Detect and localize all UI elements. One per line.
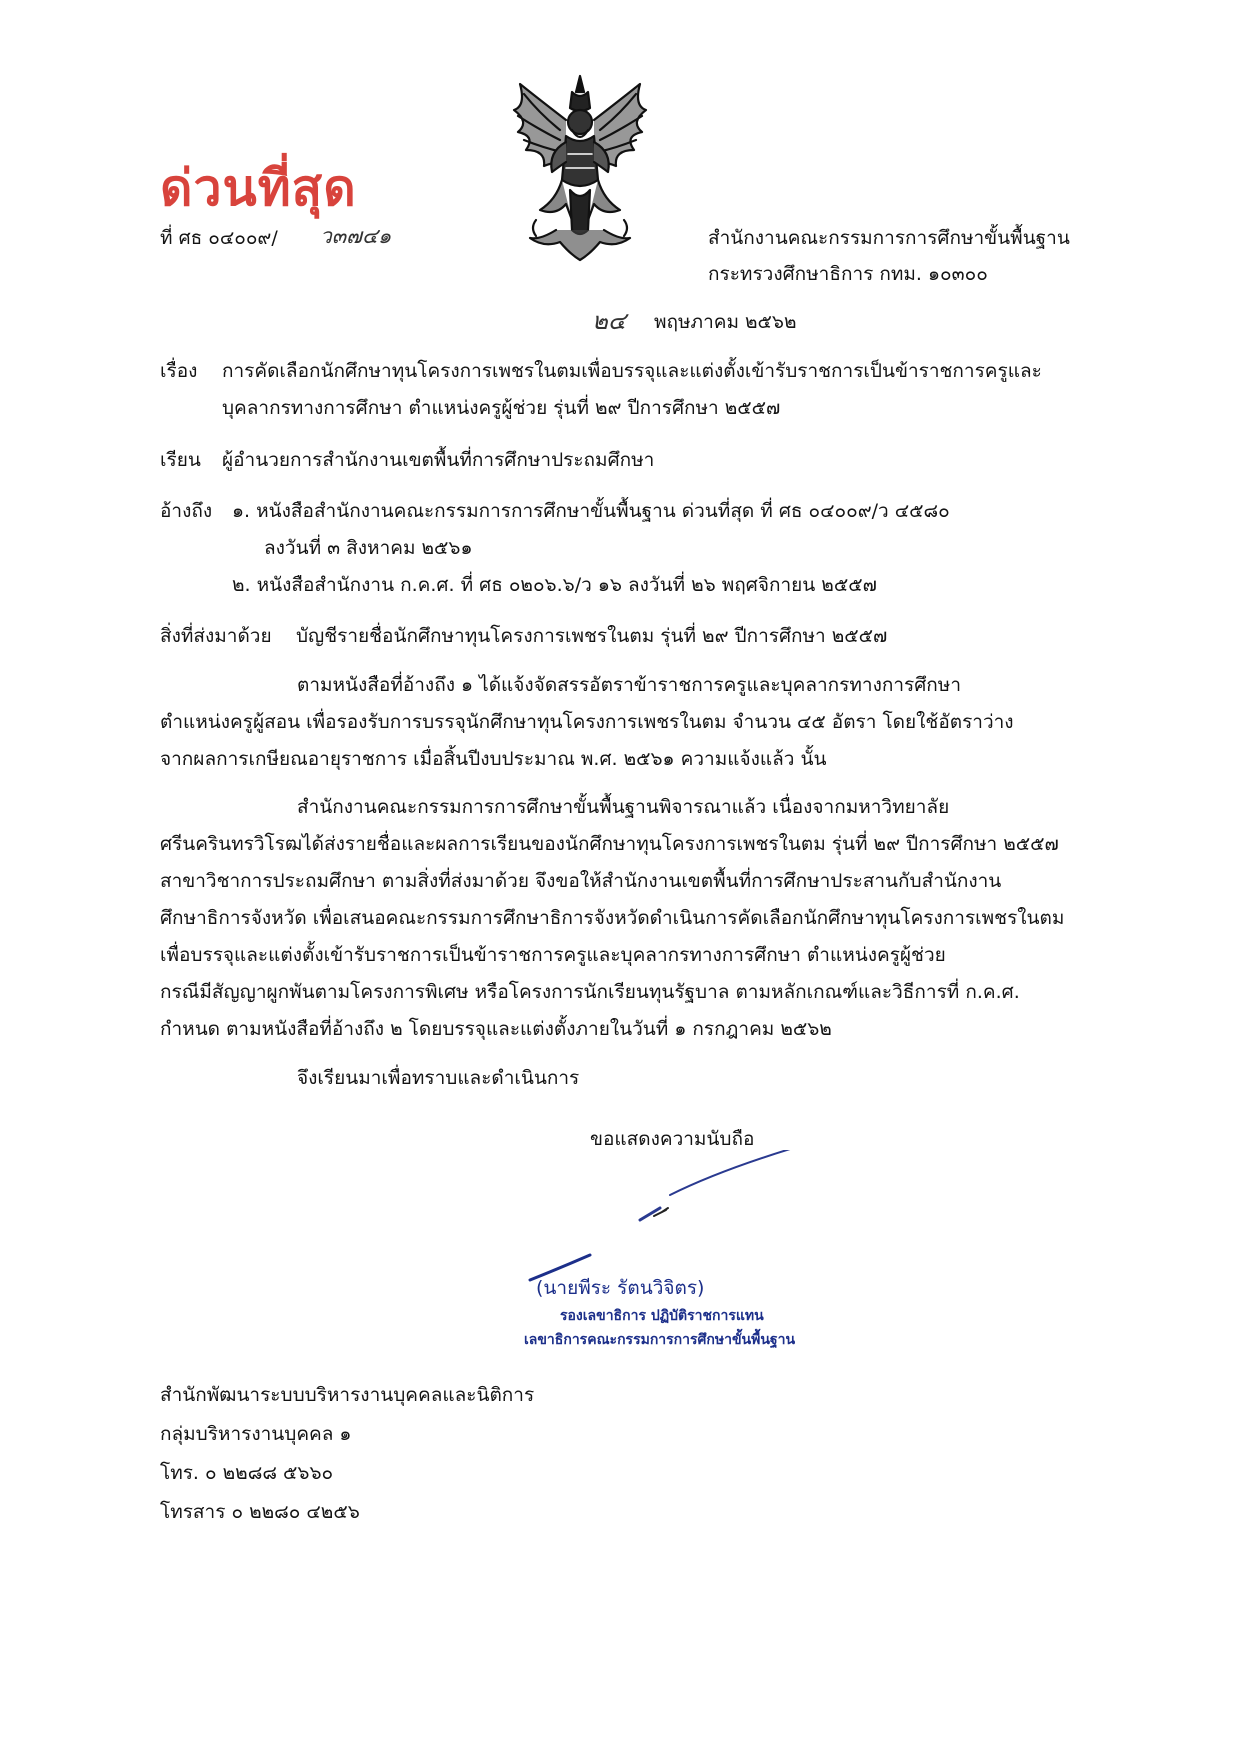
date-month-year: พฤษภาคม ๒๕๖๒ bbox=[654, 311, 797, 333]
enclosure-label: สิ่งที่ส่งมาด้วย bbox=[160, 625, 272, 647]
enclosure-text: บัญชีรายชื่อนักศึกษาทุนโครงการเพชรในตม รุ่นที่ ๒๙ ปีการศึกษา ๒๕๕๗ bbox=[296, 625, 888, 647]
complimentary-close: ขอแสดงความนับถือ bbox=[590, 1128, 755, 1150]
signatory-name: (นายพีระ รัตนวิจิตร) bbox=[536, 1277, 705, 1299]
body-p2-line-1: สำนักงานคณะกรรมการการศึกษาขั้นพื้นฐานพิจารณาแล้ว เนื่องจากมหาวิทยาลัย bbox=[297, 796, 950, 818]
reference-1-line-1: ๑. หนังสือสำนักงานคณะกรรมการการศึกษาขั้นพื้นฐาน ด่วนที่สุด ที่ ศธ ๐๔๐๐๙/ว ๔๕๘๐ bbox=[232, 500, 950, 522]
body-p2-line-7: กำหนด ตามหนังสือที่อ้างถึง ๒ โดยบรรจุและแต่งตั้งภายในวันที่ ๑ กรกฎาคม ๒๕๖๒ bbox=[160, 1018, 832, 1040]
body-p2-line-2: ศรีนครินทรวิโรฒได้ส่งรายชื่อและผลการเรียนของนักศึกษาทุนโครงการเพชรในตม รุ่นที่ ๒๙ ปีการศึกษา ๒๕๕๗ bbox=[160, 833, 1059, 855]
subject-label: เรื่อง bbox=[160, 360, 198, 382]
subject-line-2: บุคลากรทางการศึกษา ตำแหน่งครูผู้ช่วย รุ่นที่ ๒๙ ปีการศึกษา ๒๕๕๗ bbox=[222, 397, 781, 419]
office-address: กระทรวงศึกษาธิการ กทม. ๑๐๓๐๐ bbox=[708, 263, 988, 285]
addressee-label: เรียน bbox=[160, 449, 201, 471]
body-p1-line-3: จากผลการเกษียณอายุราชการ เมื่อสิ้นปีงบประมาณ พ.ศ. ๒๕๖๑ ความแจ้งแล้ว นั้น bbox=[160, 748, 827, 770]
body-p2-line-6: กรณีมีสัญญาผูกพันตามโครงการพิเศษ หรือโครงการนักเรียนทุนรัฐบาล ตามหลักเกณฑ์และวิธีการที่ ก.ค.ศ. bbox=[160, 981, 1020, 1003]
subject-line-1: การคัดเลือกนักศึกษาทุนโครงการเพชรในตมเพื่อบรรจุและแต่งตั้งเข้ารับราชการเป็นข้าราชการครูและ bbox=[222, 360, 1042, 382]
footer-department: สำนักพัฒนาระบบบริหารงานบุคคลและนิติการ bbox=[160, 1384, 535, 1406]
closing-request: จึงเรียนมาเพื่อทราบและดำเนินการ bbox=[297, 1067, 580, 1089]
body-p1-line-2: ตำแหน่งครูผู้สอน เพื่อรองรับการบรรจุนักศึกษาทุนโครงการเพชรในตม จำนวน ๔๕ อัตรา โดยใช้อัตราว่าง bbox=[160, 711, 1014, 733]
references-label: อ้างถึง bbox=[160, 500, 213, 522]
office-name: สำนักงานคณะกรรมการการศึกษาขั้นพื้นฐาน bbox=[708, 227, 1070, 249]
reference-2: ๒. หนังสือสำนักงาน ก.ค.ศ. ที่ ศธ ๐๒๐๖.๖/ว ๑๖ ลงวันที่ ๒๖ พฤศจิกายน ๒๕๕๗ bbox=[232, 574, 877, 596]
reference-1-line-2: ลงวันที่ ๓ สิงหาคม ๒๕๖๑ bbox=[264, 537, 473, 559]
body-p1-line-1: ตามหนังสือที่อ้างถึง ๑ ได้แจ้งจัดสรรอัตราข้าราชการครูและบุคลากรทางการศึกษา bbox=[297, 674, 961, 696]
urgency-stamp: ด่วนที่สุด bbox=[160, 159, 357, 217]
garuda-emblem-icon bbox=[500, 70, 660, 270]
body-p2-line-4: ศึกษาธิการจังหวัด เพื่อเสนอคณะกรรมการศึกษาธิการจังหวัดดำเนินการคัดเลือกนักศึกษาทุนโครงการเพชรในตม bbox=[160, 907, 1065, 929]
footer-phone: โทร. ๐ ๒๒๘๘ ๕๖๖๐ bbox=[160, 1462, 334, 1484]
date-day-handwritten: ๒๔ bbox=[592, 307, 626, 335]
signatory-position-1: รองเลขาธิการ ปฏิบัติราชการแทน bbox=[560, 1308, 764, 1324]
body-p2-line-5: เพื่อบรรจุและแต่งตั้งเข้ารับราชการเป็นข้าราชการครูและบุคลากรทางการศึกษา ตำแหน่งครูผู้ช่วย bbox=[160, 944, 946, 966]
signatory-position-2: เลขาธิการคณะกรรมการการศึกษาขั้นพื้นฐาน bbox=[524, 1332, 796, 1348]
footer-fax: โทรสาร ๐ ๒๒๘๐ ๔๒๕๖ bbox=[160, 1501, 360, 1523]
footer-group: กลุ่มบริหารงานบุคคล ๑ bbox=[160, 1423, 352, 1445]
body-p2-line-3: สาขาวิชาการประถมศึกษา ตามสิ่งที่ส่งมาด้วย จึงขอให้สำนักงานเขตพื้นที่การศึกษาประสานกับสำนักงาน bbox=[160, 870, 1002, 892]
doc-number: ที่ ศธ ๐๔๐๐๙/ bbox=[160, 227, 278, 249]
addressee-text: ผู้อำนวยการสำนักงานเขตพื้นที่การศึกษาประถมศึกษา bbox=[222, 449, 655, 471]
doc-number-handwritten: ว๓๗๔๑ bbox=[320, 224, 392, 248]
